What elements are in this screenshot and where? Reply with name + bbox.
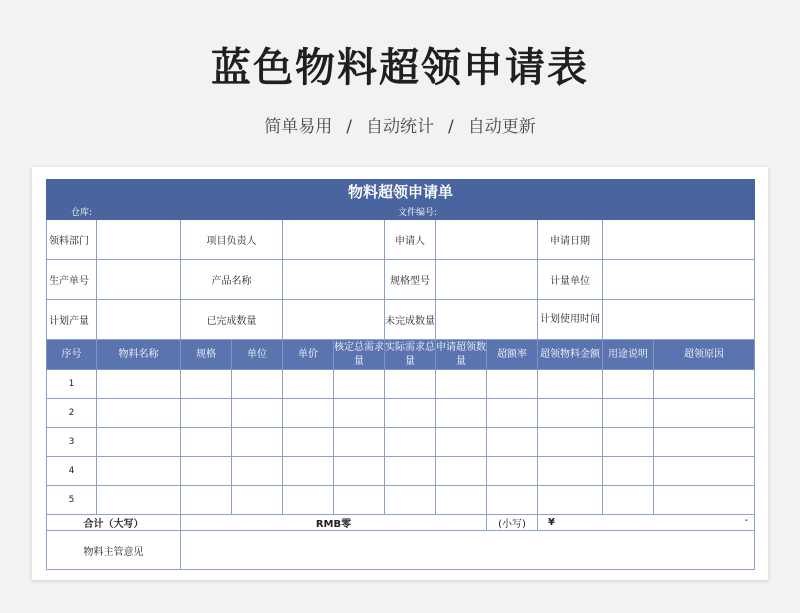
cell[interactable] xyxy=(654,457,755,486)
undone-qty-field[interactable] xyxy=(436,300,538,340)
done-qty-field[interactable] xyxy=(283,300,385,340)
cell[interactable] xyxy=(654,486,755,515)
column-header: 超额率 xyxy=(487,340,538,370)
form-sheet xyxy=(32,167,768,580)
cell[interactable] xyxy=(487,486,538,515)
spec-model-field[interactable] xyxy=(436,260,538,300)
spec-model-label: 规格型号 xyxy=(385,260,436,300)
cell[interactable] xyxy=(283,486,334,515)
column-header: 单位 xyxy=(232,340,283,370)
project-owner-field[interactable] xyxy=(283,220,385,260)
cell[interactable] xyxy=(654,399,755,428)
row-number: 1 xyxy=(47,370,97,399)
total-label: 合计（大写） xyxy=(47,515,181,531)
cell[interactable] xyxy=(283,370,334,399)
cell[interactable] xyxy=(181,370,232,399)
opinion-label: 物料主管意见 xyxy=(47,531,181,570)
total-row xyxy=(47,515,755,531)
tagline-separator: / xyxy=(346,117,352,137)
cell[interactable] xyxy=(181,457,232,486)
cell[interactable] xyxy=(232,457,283,486)
tagline-item: 简单易用 xyxy=(264,117,333,137)
row-number: 2 xyxy=(47,399,97,428)
file-number-label: 文件编号: xyxy=(334,203,755,220)
cell[interactable] xyxy=(654,370,755,399)
column-header-row xyxy=(47,340,755,370)
column-header: 实际需求总量 xyxy=(385,340,436,370)
column-header: 用途说明 xyxy=(603,340,654,370)
cell[interactable] xyxy=(97,370,181,399)
cell[interactable] xyxy=(603,457,654,486)
total-lowercase-label: (小写) xyxy=(487,515,538,531)
cell[interactable] xyxy=(232,486,283,515)
tagline-item: 自动更新 xyxy=(467,117,536,137)
tagline-separator: / xyxy=(448,117,454,137)
plan-output-field[interactable] xyxy=(97,300,181,340)
undone-qty-label: 未完成数量 xyxy=(385,300,436,340)
done-qty-label: 已完成数量 xyxy=(181,300,283,340)
cell[interactable] xyxy=(283,399,334,428)
cell[interactable] xyxy=(232,399,283,428)
cell[interactable] xyxy=(385,486,436,515)
dept-field[interactable] xyxy=(97,220,181,260)
plan-use-time-label: 计划使用时间 xyxy=(538,300,603,340)
form-title: 物料超领申请单 xyxy=(47,180,755,203)
cell[interactable] xyxy=(232,428,283,457)
column-header: 物料名称 xyxy=(97,340,181,370)
cell[interactable] xyxy=(334,370,385,399)
cell[interactable] xyxy=(97,486,181,515)
table-row xyxy=(47,370,755,399)
dept-label: 领料部门 xyxy=(47,220,97,260)
cell[interactable] xyxy=(385,399,436,428)
warehouse-label: 仓库: xyxy=(47,203,334,220)
table-row xyxy=(47,486,755,515)
plan-output-label: 计划产量 xyxy=(47,300,97,340)
cell[interactable] xyxy=(603,370,654,399)
row-number: 3 xyxy=(47,428,97,457)
row-number: 4 xyxy=(47,457,97,486)
applicant-label: 申请人 xyxy=(385,220,436,260)
column-header: 超领原因 xyxy=(654,340,755,370)
cell[interactable] xyxy=(436,370,487,399)
cell[interactable] xyxy=(487,399,538,428)
cell[interactable] xyxy=(385,370,436,399)
product-name-field[interactable] xyxy=(283,260,385,300)
column-header: 规格 xyxy=(181,340,232,370)
cell[interactable] xyxy=(97,428,181,457)
currency-symbol: ¥ xyxy=(548,517,555,528)
project-owner-label: 项目负责人 xyxy=(181,220,283,260)
apply-date-field[interactable] xyxy=(603,220,755,260)
cell[interactable] xyxy=(334,457,385,486)
cell[interactable] xyxy=(654,428,755,457)
cell[interactable] xyxy=(538,399,603,428)
cell[interactable] xyxy=(334,399,385,428)
unit-measure-field[interactable] xyxy=(603,260,755,300)
cell[interactable] xyxy=(603,399,654,428)
cell[interactable] xyxy=(538,428,603,457)
prod-order-field[interactable] xyxy=(97,260,181,300)
table-row xyxy=(47,457,755,486)
product-name-label: 产品名称 xyxy=(181,260,283,300)
cell[interactable] xyxy=(385,428,436,457)
cell[interactable] xyxy=(436,428,487,457)
row-number: 5 xyxy=(47,486,97,515)
cell[interactable] xyxy=(487,428,538,457)
page-title: 蓝色物料超领申请表 xyxy=(211,45,589,91)
cell[interactable] xyxy=(436,486,487,515)
column-header: 申请超领数量 xyxy=(436,340,487,370)
plan-use-time-field[interactable] xyxy=(603,300,755,340)
cell[interactable] xyxy=(181,399,232,428)
table-row xyxy=(47,399,755,428)
cell[interactable] xyxy=(334,486,385,515)
cell[interactable] xyxy=(181,428,232,457)
cell[interactable] xyxy=(538,370,603,399)
table-row xyxy=(47,428,755,457)
application-form-table xyxy=(46,179,755,570)
cell[interactable] xyxy=(97,399,181,428)
page-tagline xyxy=(0,112,800,137)
column-header: 超领物料金额 xyxy=(538,340,603,370)
apply-date-label: 申请日期 xyxy=(538,220,603,260)
cell[interactable] xyxy=(334,428,385,457)
column-header: 序号 xyxy=(47,340,97,370)
cell[interactable] xyxy=(487,457,538,486)
cell[interactable] xyxy=(385,457,436,486)
cell[interactable] xyxy=(603,428,654,457)
opinion-field[interactable] xyxy=(181,531,755,570)
cell[interactable] xyxy=(538,486,603,515)
cell[interactable] xyxy=(283,457,334,486)
total-amount xyxy=(538,515,755,531)
unit-measure-label: 计量单位 xyxy=(538,260,603,300)
column-header: 单价 xyxy=(283,340,334,370)
cell[interactable] xyxy=(538,457,603,486)
cell[interactable] xyxy=(283,428,334,457)
prod-order-label: 生产单号 xyxy=(47,260,97,300)
cell[interactable] xyxy=(436,399,487,428)
column-header: 核定总需求量 xyxy=(334,340,385,370)
cell[interactable] xyxy=(436,457,487,486)
tagline-item: 自动统计 xyxy=(366,117,434,137)
cell[interactable] xyxy=(487,370,538,399)
total-value: - xyxy=(744,515,749,526)
cell[interactable] xyxy=(97,457,181,486)
total-rmb-uppercase: RMB零 xyxy=(181,515,487,531)
cell[interactable] xyxy=(181,486,232,515)
applicant-field[interactable] xyxy=(436,220,538,260)
cell[interactable] xyxy=(232,370,283,399)
cell[interactable] xyxy=(603,486,654,515)
